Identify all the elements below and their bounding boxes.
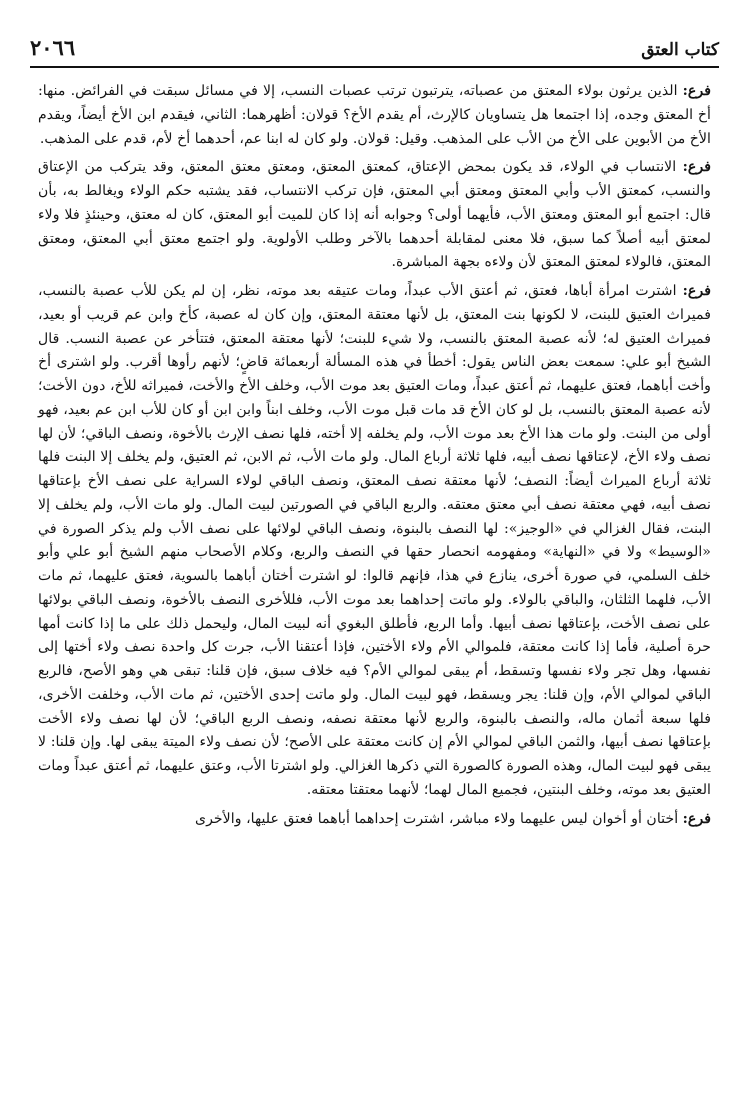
book-title: كتاب العتق: [641, 40, 719, 60]
paragraph-2: [38, 156, 711, 275]
section-label: فرع:: [682, 159, 711, 176]
header-divider: [30, 66, 719, 68]
page-body: [38, 80, 711, 836]
paragraph-text: أختان أو أخوان ليس عليهما ولاء مباشر، اشترت إحداهما أباهما فعتق عليها، والأخرى: [194, 810, 683, 827]
paragraph-text: الانتساب في الولاء، قد يكون بمحض الإعتاق، كمعتق المعتق، ومعتق معتق المعتق، وقد يتركب من الإعتاق والنسب، كمعتق الأب وأبي المعتق ومعتق أبي المعتق، فإن تركب الانتساب، فقد يشتبه حكم الولاء ويغالط به، بأن قال: اجتمع أبو المعتق ومعتق الأب، فأيهما أولى؟ وجوابه أنه إذا كان للميت أبو المعتق، كان له معتق، وحينئذٍ فلا ولاء لمعتق أبيه أصلاً كما سبق، فلا معنى لمقابلة أحدهما بالآخر وطلب الأولوية. ولو اجتمع معتق أبي المعتق، ومعتق المعتق، فالولاء لمعتق المعتق لأن ولاءه بجهة المباشرة.: [38, 159, 711, 271]
section-label: فرع:: [682, 83, 711, 99]
paragraph-1: [38, 80, 711, 151]
page-number: ٢٠٦٦: [30, 35, 76, 60]
section-label: فرع:: [682, 810, 711, 827]
section-label: فرع:: [682, 283, 711, 299]
paragraph-text: الذين يرثون بولاء المعتق من عصباته، يترتبون ترتب عصبات النسب، إلا في مسائل سبقت في الفرائض. منها: أخ المعتق وجده، إذا اجتمعا هل يتساويان كالإرث، أم يقدم الأخ؟ قولان: أظهرهما: الثاني، فيقدم ابن الأخ أيضاً، ويقدم الأخ من الأبوين على الأخ من الأب على المذهب. وقيل: قولان. ولو كان له ابنا عم، أحدهما أخ لأم، قدم على المذهب.: [38, 83, 711, 147]
page-header: [30, 30, 719, 60]
paragraph-3: [38, 280, 711, 803]
paragraph-text: اشترت امرأة أباها، فعتق، ثم أعتق الأب عبداً، ومات عتيقه بعد موته، نظر، إن لم يكن للأب عصبة بالنسب، فميراث العتيق للبنت، لا لكونها بنت المعتق، بل لأنها معتقة المعتق، وإن كان له عصبة، كأخ وابن عم قريب أو بعيد، فميراث العتيق له؛ لأنه عصبة المعتق بالنسب، ولا شيء للبنت؛ لأنها معتقة المعتق، فتتأخر عن عصبة النسب. قال الشيخ أبو علي: سمعت بعض الناس يقول: أخطأ في هذه المسألة أربعمائة قاضٍ؛ لأنهم رأوها أقرب. ولو اشترى أخ وأخت أباهما، فعتق عليهما، ثم أعتق عبداً، ومات العتيق بعد موت الأب، وخلف الأخ والأخت، فميراثه للأخ، دون الأخت؛ لأنه عصبة المعتق بالنسب، بل لو كان الأخ قد مات قبل موت الأب، وخلف ابناً وابن ابن أو كان للأب ابن عم بعيد، فهو أولى من البنت. ولو مات هذا الأخ بعد موت الأب، ولم يخلفه إلا أخته، فلها نصف الإرث بالأخوة، ونصف الباقي؛ لأن لها نصف ولاء الأخ، لإعتاقها نصف أبيه، فلها ثلاثة أرباع المال. ولو مات الأب، ثم الابن، ثم العتيق، ولم يخلف إلا البنت فلها ثلاثة أرباع الميراث أيضاً: النصف؛ لأنها معتقة نصف المعتق، ونصف الباقي لولاء السراية على نصف الأخ بإعتاقها نصف أبيه، فهي معتقة نصف أبي معتق معتقه. والربع الباقي في الصورتين لبيت المال. ولو مات الأب، ولم يخلف إلا البنت، فقال الغزالي في «الوجيز»: لها النصف بالبنوة، ونصف الباقي لولائها على نصف الأب ولم يذكر الصورة في «الوسيط» ولا في «النهاية» ومفهومه انحصار حقها في النصف والربع، وكلام الأصحاب منهم الشيخ أبو علي وأبو خلف السلمي، في صورة أخرى، ينازع في هذا، فإنهم قالوا: لو اشترت أختان أباهما بالسوية، فعتق عليهما، ثم مات الأب، فلهما الثلثان، والباقي بالولاء. ولو ماتت إحداهما بعد موت الأب، فللأخرى النصف بالأخوة، ونصف الباقي بولائها على نصف الأخت، بإعتاقها نصف أبيها. وأما الربع، فأطلق البغوي أنه لبيت المال، وليحمل ذلك على ما إذا كانت أمها حرة أصلية، فأما إذا كانت معتقة، فلموالي الأم ولاء الأختين، فإذا أعتقنا الأب، جرت كل واحدة نصف ولاء أختها إلى نفسها، وهل تجر ولاء نفسها وتسقط، أم يبقى لموالي الأم؟ فيه خلاف سبق، فإن قلنا: تبقى هي وهو الأصح، فالربع الباقي لموالي الأم، وإن قلنا: يجر ويسقط، فهو لبيت المال. ولو ماتت إحدى الأختين، ثم مات الأب، وخلفت الأخرى، فلها سبعة أثمان ماله، والنصف بالبنوة، والربع لأنها معتقة نصفه، ونصف الربع الباقي؛ لأن لها نصف ولاء الأخت بإعتاقها نصف أبيها، والثمن الباقي لموالي الأم إن كانت معتقة على الأصح؛ لأن نصف ولاء الميتة يبقى لها. وإن قلنا: لا يبقى فهو لبيت المال، وهذه الصورة كالصورة التي ذكرها الغزالي. ولو اشترتا الأب، وعتق عليهما، ثم أعتق عبداً ومات العتيق بعد موته، وخلف البنتين، فجميع المال لهما؛ لأنهما معتقتا معتقه.: [38, 283, 711, 798]
paragraph-4: [38, 808, 711, 832]
